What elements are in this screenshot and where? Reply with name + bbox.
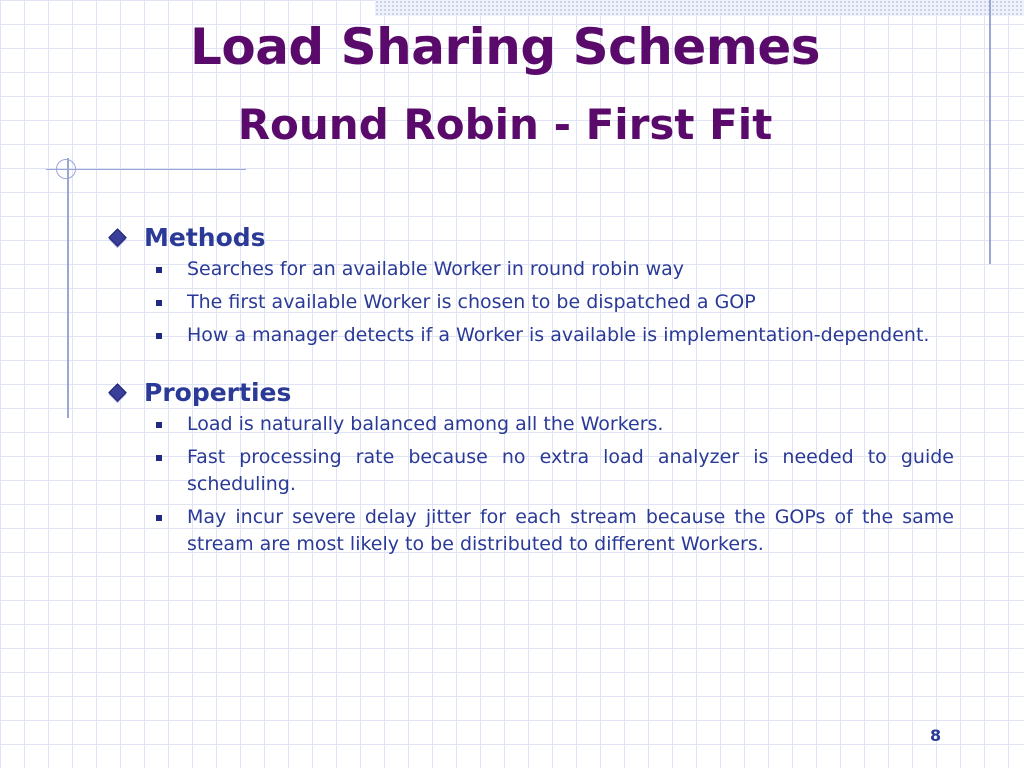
methods-list [108,256,954,349]
decorative-horizontal-line [46,169,246,170]
decorative-left-line [67,158,69,418]
properties-list [108,411,954,558]
square-bullet-icon [156,300,162,306]
diamond-bullet-icon [108,383,126,401]
square-bullet-icon [156,422,162,428]
square-bullet-icon [156,333,162,339]
list-item-text: How a manager detects if a Worker is available is implementation-dependent. [187,324,930,346]
section-heading-row [108,220,954,254]
list-item [154,322,954,349]
square-bullet-icon [156,267,162,273]
slide-subtitle: Round Robin - First Fit [237,100,773,149]
page-number: 8 [930,726,942,745]
list-item [154,411,954,438]
crosshair-icon [56,159,76,179]
list-item-text: The first available Worker is chosen to be dispatched a GOP [187,291,756,313]
section-title-methods: Methods [144,222,266,252]
list-item-text: Fast processing rate because no extra load analyzer is needed to guide scheduling. [187,446,954,495]
slide-content [108,220,954,584]
list-item [154,444,954,498]
square-bullet-icon [156,455,162,461]
slide-title: Load Sharing Schemes [189,18,820,76]
diamond-bullet-icon [108,228,126,246]
section-title-properties: Properties [144,377,292,407]
section-properties [108,375,954,558]
list-item-text: Searches for an available Worker in round robin way [187,258,684,280]
list-item [154,504,954,558]
list-item-text: May incur severe delay jitter for each stream because the GOPs of the same stream are most likely to be distributed to different Workers. [187,506,954,555]
section-methods [108,220,954,349]
decorative-top-band [375,0,1024,16]
list-item [154,289,954,316]
section-heading-row [108,375,954,409]
square-bullet-icon [156,515,162,521]
list-item-text: Load is naturally balanced among all the Workers. [187,413,664,435]
list-item [154,256,954,283]
